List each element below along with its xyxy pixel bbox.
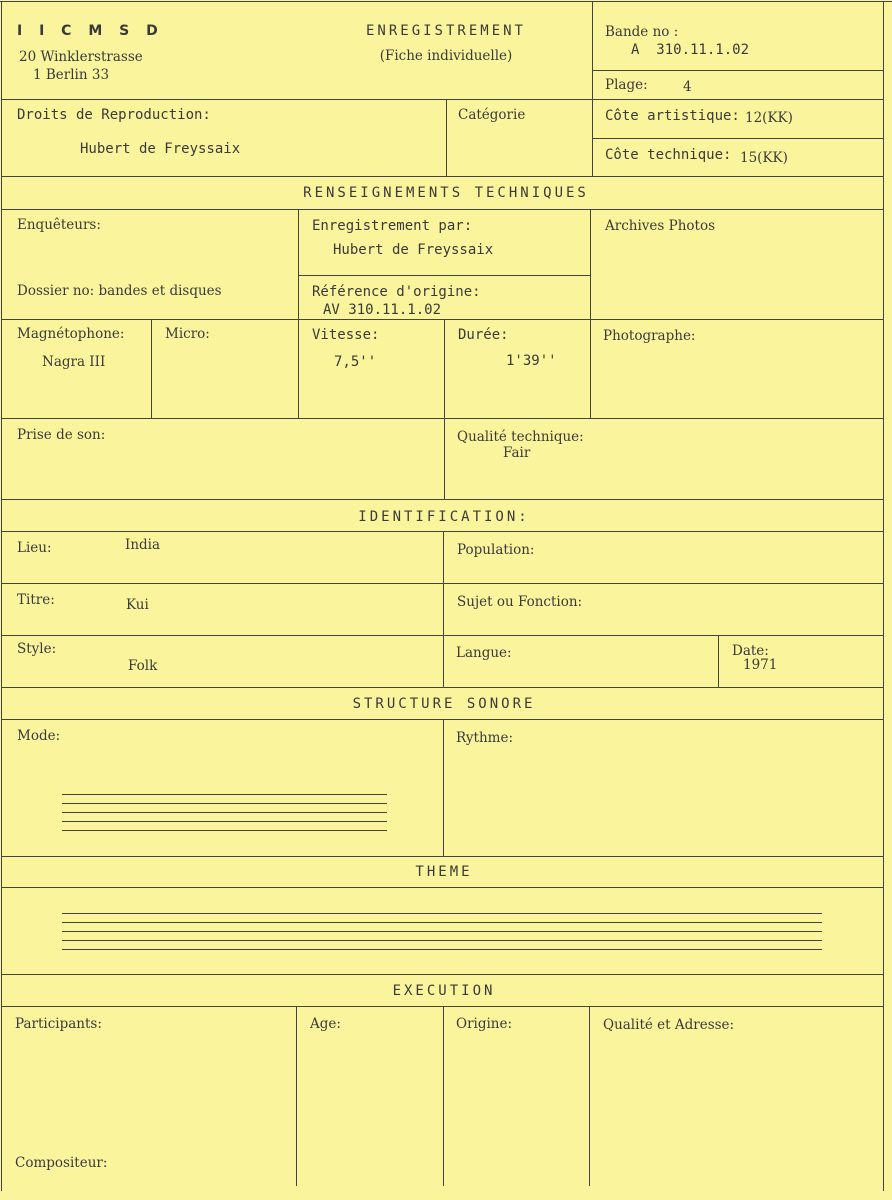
titre-label: Titre:	[17, 592, 55, 608]
date-div	[718, 635, 719, 687]
tech-div-1	[298, 209, 299, 418]
duree-label: Durée:	[458, 327, 509, 343]
frame-top	[0, 1, 892, 2]
execution-heading-bottom	[1, 1006, 883, 1007]
mode-staff-line	[62, 803, 387, 804]
enqueteurs-label: Enquêteurs:	[17, 217, 101, 233]
reference-label: Référence d'origine:	[312, 284, 481, 300]
rights-bottom	[1, 176, 883, 177]
qualite-technique-value: Fair	[503, 445, 531, 461]
frame-right	[883, 1, 884, 1191]
form-subtitle: (Fiche individuelle)	[379, 48, 513, 64]
cote-technique-label: Côte technique:	[605, 147, 732, 163]
origine-label: Origine:	[456, 1016, 513, 1032]
theme-heading-bottom	[1, 887, 883, 888]
structure-heading: STRUCTURE SONORE	[352, 696, 536, 712]
reference-value: AV 310.11.1.02	[323, 302, 442, 318]
institute-logo: I I C M S D	[17, 23, 164, 39]
micro-div	[151, 319, 152, 418]
lieu-value: India	[125, 537, 161, 553]
langue-label: Langue:	[456, 645, 512, 661]
mode-staff-line	[62, 821, 387, 822]
ident-top	[1, 499, 883, 500]
categorie-label: Catégorie	[458, 107, 526, 123]
reference-top	[298, 275, 590, 276]
address-line-2: 1 Berlin 33	[33, 67, 110, 83]
cote-technique-value: 15(KK)	[740, 150, 788, 166]
duree-value: 1'39''	[506, 353, 557, 369]
qualite-adresse-label: Qualité et Adresse:	[603, 1017, 735, 1033]
date-value: 1971	[743, 657, 778, 673]
theme-heading: THEME	[415, 864, 473, 880]
origine-div	[443, 1006, 444, 1186]
ident-heading-bottom	[1, 531, 883, 532]
enregistrement-par-label: Enregistrement par:	[312, 218, 473, 234]
frame-left	[1, 1, 2, 1191]
compositeur-label: Compositeur:	[15, 1155, 108, 1171]
identification-heading: IDENTIFICATION:	[358, 509, 530, 525]
droits-value: Hubert de Freyssaix	[80, 141, 241, 157]
theme-staff-line	[62, 931, 822, 932]
lieu-label: Lieu:	[17, 540, 52, 556]
micro-label: Micro:	[165, 326, 210, 342]
style-value: Folk	[128, 658, 158, 674]
style-top	[1, 635, 883, 636]
style-label: Style:	[17, 641, 57, 657]
magneto-top	[1, 319, 883, 320]
technical-heading: RENSEIGNEMENTS TECHNIQUES	[303, 185, 589, 201]
header-bottom	[1, 99, 883, 100]
theme-staff-line	[62, 913, 822, 914]
theme-top	[1, 856, 883, 857]
structure-top	[1, 687, 883, 688]
age-label: Age:	[310, 1016, 341, 1032]
prise-top	[1, 418, 883, 419]
duree-div	[444, 319, 445, 418]
mode-staff-line	[62, 794, 387, 795]
mode-label: Mode:	[17, 728, 61, 744]
qualite-technique-label: Qualité technique:	[457, 429, 584, 445]
mode-staff-line	[62, 812, 387, 813]
plage-top	[592, 70, 883, 71]
dossier-label: Dossier no: bandes et disques	[17, 283, 222, 299]
tech-div-2	[590, 209, 591, 418]
archives-photos-label: Archives Photos	[605, 218, 715, 234]
qualite-adresse-div	[589, 1006, 590, 1186]
structure-heading-bottom	[1, 719, 883, 720]
prise-de-son-label: Prise de son:	[17, 427, 106, 443]
cote-artistique-value: 12(KK)	[745, 110, 793, 126]
rythme-div	[443, 719, 444, 856]
population-label: Population:	[457, 542, 535, 558]
sujet-label: Sujet ou Fonction:	[457, 594, 583, 610]
categorie-divider	[446, 99, 447, 176]
execution-top	[1, 974, 883, 975]
mode-staff-line	[62, 830, 387, 831]
titre-top	[1, 583, 883, 584]
date-label: Date:	[732, 643, 769, 659]
cote-artistique-label: Côte artistique:	[605, 108, 740, 124]
plage-label: Plage:	[605, 77, 648, 93]
participants-label: Participants:	[15, 1016, 102, 1032]
droits-label: Droits de Reproduction:	[17, 107, 211, 123]
ident-div	[443, 531, 444, 687]
vitesse-label: Vitesse:	[312, 327, 380, 343]
magnetophone-label: Magnétophone:	[17, 326, 125, 342]
cote-divider	[592, 138, 883, 139]
rythme-label: Rythme:	[456, 730, 514, 746]
bande-value: A 310.11.1.02	[631, 42, 750, 58]
execution-heading: EXECUTION	[392, 983, 496, 999]
qualite-div	[444, 418, 445, 499]
tech-heading-bottom	[1, 209, 883, 210]
theme-staff-line	[62, 940, 822, 941]
age-div	[296, 1006, 297, 1186]
address-line-1: 20 Winklerstrasse	[19, 49, 143, 65]
vitesse-value: 7,5''	[334, 354, 377, 370]
plage-value: 4	[683, 79, 692, 95]
titre-value: Kui	[126, 597, 149, 613]
enregistrement-par-value: Hubert de Freyssaix	[333, 242, 494, 258]
magnetophone-value: Nagra III	[42, 354, 106, 370]
theme-staff-line	[62, 922, 822, 923]
theme-staff-line	[62, 949, 822, 950]
bande-label: Bande no :	[605, 24, 679, 40]
form-title: ENREGISTREMENT	[365, 23, 526, 39]
photographe-label: Photographe:	[603, 328, 696, 344]
